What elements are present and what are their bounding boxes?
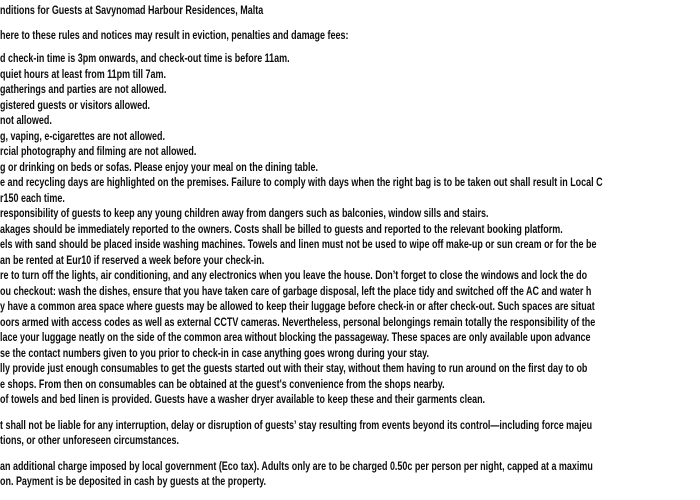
- rule-line: se the contact numbers given to you prior to check-in in case anything goes wrong during your stay.: [0, 347, 429, 360]
- rule-line: of towels and bed linen is provided. Guests have a washer dryer available to keep these and their garments clean.: [0, 394, 486, 406]
- rule-line: g or drinking on beds or sofas. Please enjoy your meal on the dining table.: [0, 161, 318, 174]
- rule-line: quiet hours at least from 11pm till 7am.: [0, 68, 166, 81]
- rule-line: lly provide just enough consumables to get the guests started out with their stay, without them having to run around on the first day to ob: [0, 363, 588, 375]
- rule-line: g, vaping, e-cigarettes are not allowed.: [0, 130, 165, 143]
- rule-line: rcial photography and filming are not allowed.: [0, 146, 197, 158]
- rule-line: e and recycling days are highlighted on the premises. Failure to comply with days when the right bag is to be taken out shall result in Local C: [0, 177, 603, 189]
- rule-line: gatherings and parties are not allowed.: [0, 84, 167, 96]
- liability-line: tions, or other unforeseen circumstances.: [0, 435, 179, 447]
- rule-line: r150 each time.: [0, 192, 65, 205]
- document-title: nditions for Guests at Savynomad Harbour Residences, Malta: [0, 5, 264, 17]
- rule-line: lace your luggage neatly on the side of the common area without blocking the passageway. These spaces are only available upon advance: [0, 332, 591, 344]
- rules-list: [0, 52, 700, 409]
- rule-line: d check-in time is 3pm onwards, and check-out time is before 11am.: [0, 53, 290, 65]
- rule-line: ou checkout: wash the dishes, ensure that you have taken care of garbage disposal, left the place tidy and switched off the AC and water h: [0, 285, 592, 298]
- rule-line: gistered guests or visitors allowed.: [0, 99, 151, 112]
- liability-line: t shall not be liable for any interruption, delay or disruption of guests’ stay resulting from events beyond its control—including force majeu: [0, 419, 593, 432]
- rule-line: not allowed.: [0, 115, 52, 127]
- rule-line: oors armed with access codes as well as external CCTV cameras. Nevertheless, personal belongings remain totally the responsibility of the: [0, 316, 596, 329]
- eco-tax-line: on. Payment is be deposited in cash by guests at the property.: [0, 476, 267, 488]
- liability-paragraph: [0, 419, 700, 450]
- rule-line: akages should be immediately reported to the owners. Costs shall be billed to guests and reported to the relevant booking platform.: [0, 223, 563, 236]
- rule-line: e shops. From then on consumables can be obtained at the guest's convenience from the shops nearby.: [0, 378, 445, 391]
- eco-tax-line: an additional charge imposed by local government (Eco tax). Adults only are to be charged 0.50c per person per night, capped at a maximu: [0, 460, 593, 473]
- intro-line: here to these rules and notices may result in eviction, penalties and damage fees:: [0, 29, 349, 42]
- rule-line: an be rented at Eur10 if reserved a week before your check-in.: [0, 254, 265, 267]
- rule-line: y have a common area space where guests may be allowed to keep their luggage before check-in or after check-out. Such spaces are situat: [0, 301, 595, 313]
- rule-line: responsibility of guests to keep any young children away from dangers such as balconies, window sills and stairs.: [0, 208, 489, 220]
- rule-line: re to turn off the lights, air conditioning, and any electronics when you leave the house. Don’t forget to close the windows and lock the do: [0, 270, 588, 282]
- rule-line: els with sand should be placed inside washing machines. Towels and linen must not be used to wipe off make-up or sun cream or for the be: [0, 239, 597, 251]
- eco-tax-paragraph: [0, 460, 700, 491]
